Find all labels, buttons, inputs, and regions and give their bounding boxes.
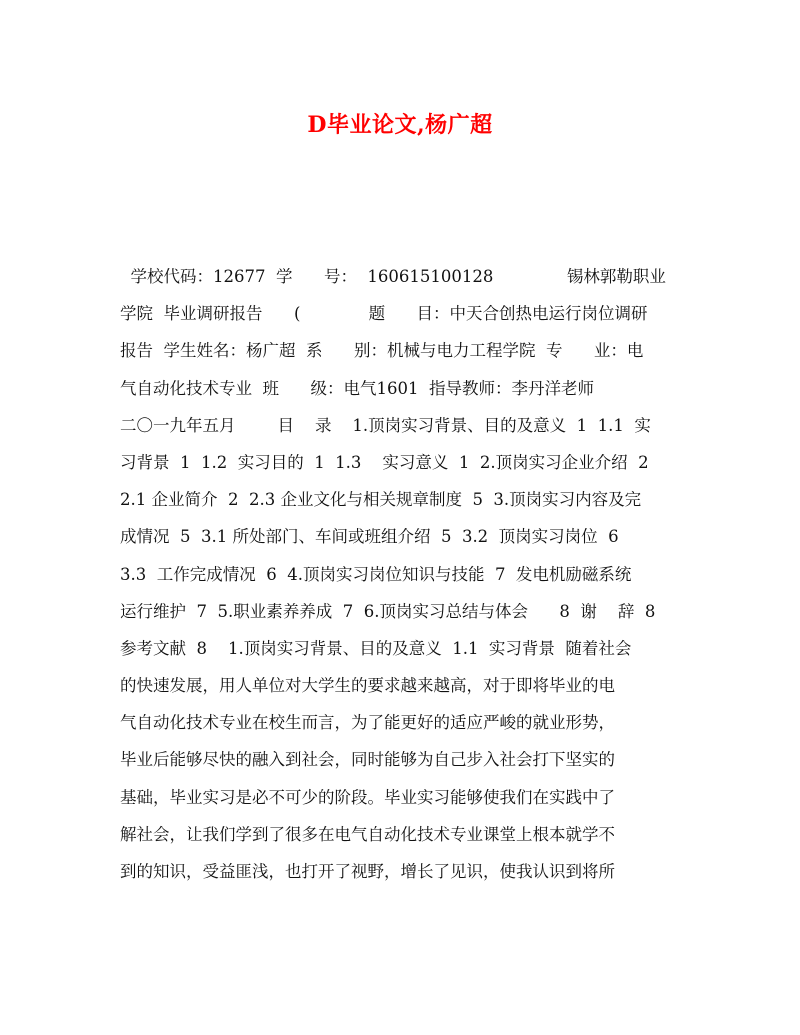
body-line: 基础，毕业实习是必不可少的阶段。毕业实习能够使我们在实践中了 <box>120 787 615 807</box>
body-line: 解社会，让我们学到了很多在电气自动化技术专业课堂上根本就学不 <box>120 824 615 844</box>
body-line: 到的知识，受益匪浅，也打开了视野，增长了见识，使我认识到将所 <box>120 862 615 881</box>
body-line: 的快速发展，用人单位对大学生的要求越来越高，对于即将毕业的电 <box>120 676 615 696</box>
body-line: 习背景 1 1.2 实习目的 1 1.3 实习意义 1 2.顶岗实习企业介绍 2 <box>120 452 649 472</box>
body-line: 气自动化技术专业在校生而言，为了能更好的适应严峻的就业形势， <box>120 713 615 733</box>
document-title: D毕业论文,杨广超 <box>307 112 493 138</box>
body-line: 学院 毕业调研报告 ( 题 目：中天合创热电运行岗位调研 <box>120 304 648 324</box>
body-line: 报告 学生姓名：杨广超 系 别：机械与电力工程学院 专 业：电 <box>120 341 644 361</box>
body-line: 成情况 5 3.1 所处部门、车间或班组介绍 5 3.2 顶岗实习岗位 6 <box>120 527 619 547</box>
body-line: 参考文献 8 1.顶岗实习背景、目的及意义 1.1 实习背景 随着社会 <box>120 638 632 658</box>
body-line: 毕业后能够尽快的融入到社会，同时能够为自己步入社会打下坚实的 <box>120 750 615 770</box>
body-line: 运行维护 7 5.职业素养养成 7 6.顶岗实习总结与体会 8 谢 辞 8 <box>120 601 656 621</box>
document-body <box>120 258 690 890</box>
body-line: 3.3 工作完成情况 6 4.顶岗实习岗位知识与技能 7 发电机励磁系统 <box>120 564 632 584</box>
body-line: 学校代码：12677 学 号： 160615100128 锡林郭勒职业 <box>120 267 666 286</box>
body-line: 气自动化技术专业 班 级：电气1601 指导教师：李丹洋老师 <box>120 378 594 398</box>
body-line: 2.1 企业简介 2 2.3 企业文化与相关规章制度 5 3.顶岗实习内容及完 <box>120 490 642 510</box>
body-line: 二〇一九年五月 目 录 1.顶岗实习背景、目的及意义 1 1.1 实 <box>120 415 651 435</box>
